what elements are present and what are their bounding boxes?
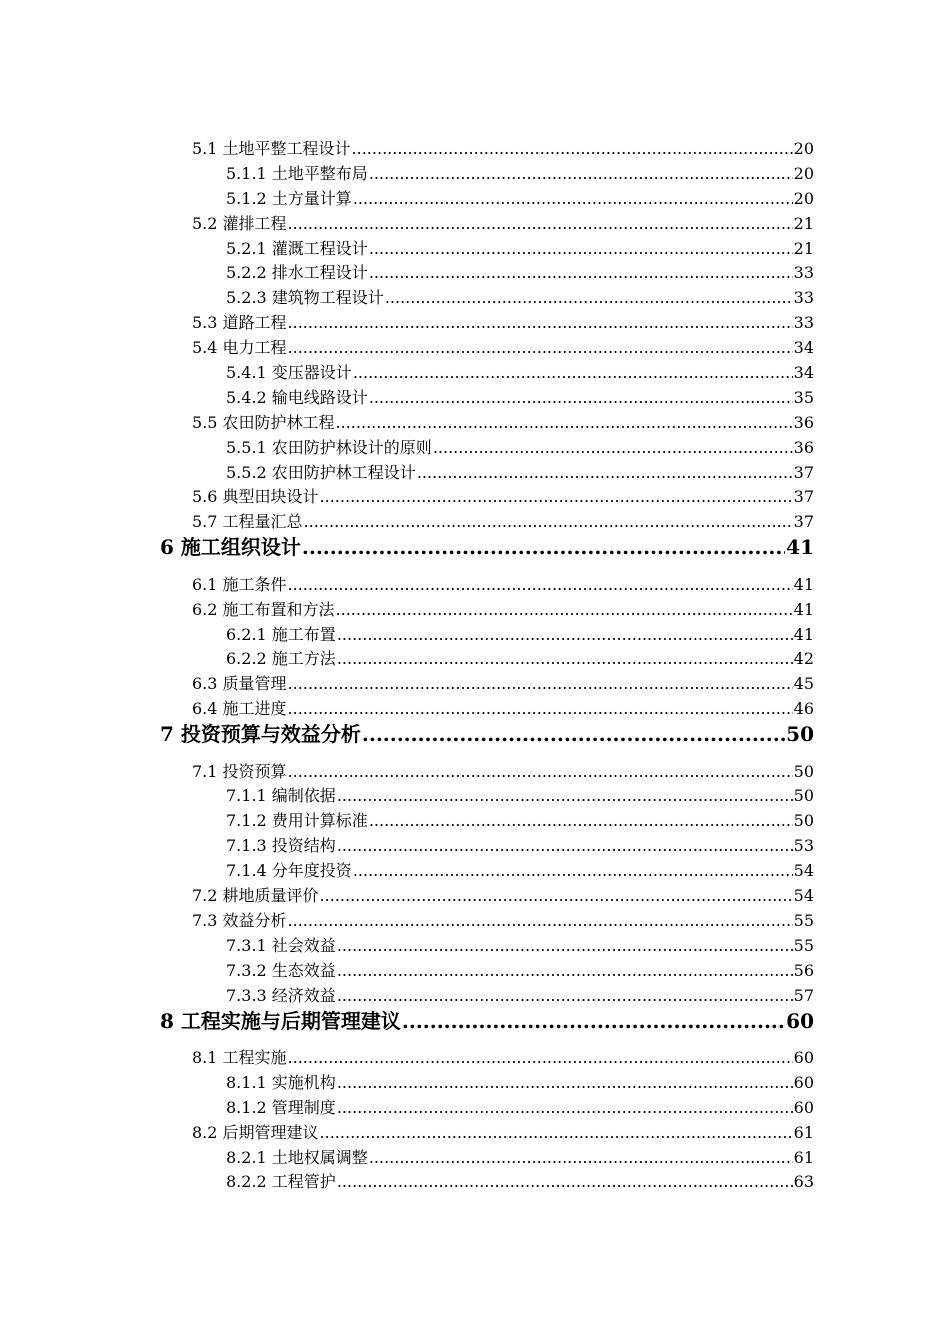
toc-dot-leader <box>369 162 793 187</box>
toc-entry-title: 6 施工组织设计 <box>160 535 301 560</box>
toc-dot-leader <box>369 261 793 286</box>
toc-dot-leader <box>288 697 793 722</box>
toc-page-number: 54 <box>793 861 814 881</box>
table-of-contents <box>0 137 950 1195</box>
toc-dot-leader <box>304 510 793 535</box>
toc-entry-title: 5.1.1 土地平整布局 <box>226 163 368 183</box>
toc-section-entry[interactable] <box>192 311 814 336</box>
toc-section-entry[interactable] <box>192 672 814 697</box>
toc-page-number: 20 <box>793 188 814 208</box>
toc-entry-title: 7.1.3 投资结构 <box>226 836 336 856</box>
toc-page-number: 37 <box>793 512 814 532</box>
toc-entry-title: 7.3.3 经济效益 <box>226 985 336 1005</box>
toc-dot-leader <box>369 1146 793 1171</box>
toc-page-number: 61 <box>793 1147 814 1167</box>
toc-section-entry[interactable] <box>192 1121 814 1146</box>
toc-entry-title: 7.1.4 分年度投资 <box>226 861 352 881</box>
toc-dot-leader <box>320 884 793 909</box>
toc-page-number: 20 <box>793 163 814 183</box>
toc-dot-leader <box>337 934 793 959</box>
toc-entry-title: 6.2 施工布置和方法 <box>192 599 335 619</box>
toc-entry-title: 7.2 耕地质量评价 <box>192 886 319 906</box>
toc-dot-leader <box>337 1071 793 1096</box>
toc-entry-title: 5.5.2 农田防护林工程设计 <box>226 462 416 482</box>
toc-page-number: 33 <box>793 288 814 308</box>
toc-page-number: 41 <box>786 535 814 560</box>
toc-dot-leader <box>302 535 785 559</box>
toc-page-number: 50 <box>786 722 814 747</box>
toc-subsection-entry[interactable] <box>226 386 814 411</box>
toc-page-number: 34 <box>793 363 814 383</box>
toc-entry-title: 5.3 道路工程 <box>192 313 287 333</box>
toc-entry-title: 8.1 工程实施 <box>192 1048 287 1067</box>
toc-subsection-entry[interactable] <box>226 261 814 286</box>
toc-page-number: 60 <box>786 1008 814 1033</box>
toc-subsection-entry[interactable] <box>226 934 814 959</box>
toc-page-number: 46 <box>793 699 814 719</box>
toc-dot-leader <box>336 598 793 623</box>
toc-chapter-entry[interactable] <box>160 535 814 573</box>
toc-dot-leader <box>337 984 793 1009</box>
toc-subsection-entry[interactable] <box>226 1071 814 1096</box>
toc-page-number: 41 <box>793 624 814 644</box>
toc-page-number: 61 <box>793 1122 814 1142</box>
toc-page-number: 50 <box>793 811 814 831</box>
toc-dot-leader <box>288 672 793 697</box>
toc-page-number: 50 <box>793 761 814 781</box>
toc-entry-title: 5.4.1 变压器设计 <box>226 363 352 383</box>
toc-dot-leader <box>337 647 793 672</box>
toc-entry-title: 8.2.1 土地权属调整 <box>226 1147 368 1167</box>
toc-section-entry[interactable] <box>192 1046 814 1071</box>
toc-dot-leader <box>385 286 793 311</box>
toc-entry-title: 8.2.2 工程管护 <box>226 1172 336 1192</box>
toc-dot-leader <box>337 1170 793 1195</box>
toc-page-number: 21 <box>793 213 814 233</box>
toc-section-entry[interactable] <box>192 697 814 722</box>
toc-dot-leader <box>288 573 793 598</box>
toc-page-number: 45 <box>793 674 814 694</box>
toc-page-number: 37 <box>793 487 814 507</box>
toc-section-entry[interactable] <box>192 411 814 436</box>
toc-entry-title: 7.3.2 生态效益 <box>226 960 336 980</box>
toc-section-entry[interactable] <box>192 212 814 237</box>
toc-entry-title: 5.5 农田防护林工程 <box>192 412 335 432</box>
toc-subsection-entry[interactable] <box>226 834 814 859</box>
toc-entry-title: 5.5.1 农田防护林设计的原则 <box>226 437 432 457</box>
toc-dot-leader <box>352 137 793 162</box>
toc-subsection-entry[interactable] <box>226 1170 814 1195</box>
toc-entry-title: 8.2 后期管理建议 <box>192 1122 319 1142</box>
toc-page-number: 33 <box>793 313 814 333</box>
toc-page-number: 56 <box>793 960 814 980</box>
toc-page-number: 54 <box>793 886 814 906</box>
toc-entry-title: 7.1.2 费用计算标准 <box>226 811 368 831</box>
toc-entry-title: 6.4 施工进度 <box>192 699 287 719</box>
toc-dot-leader <box>320 1121 793 1146</box>
toc-page-number: 34 <box>793 338 814 358</box>
toc-dot-leader <box>353 859 793 884</box>
toc-section-entry[interactable] <box>192 909 814 934</box>
toc-subsection-entry[interactable] <box>226 647 814 672</box>
toc-page-number: 42 <box>793 649 814 669</box>
toc-subsection-entry[interactable] <box>226 187 814 212</box>
toc-page-number: 35 <box>793 387 814 407</box>
toc-entry-title: 5.6 典型田块设计 <box>192 487 319 507</box>
toc-dot-leader <box>402 1009 785 1033</box>
toc-entry-title: 6.1 施工条件 <box>192 574 287 594</box>
toc-page-number: 50 <box>793 786 814 806</box>
toc-subsection-entry[interactable] <box>226 361 814 386</box>
toc-page-number: 63 <box>793 1172 814 1192</box>
toc-subsection-entry[interactable] <box>226 859 814 884</box>
toc-section-entry[interactable] <box>192 137 814 162</box>
toc-section-entry[interactable] <box>192 336 814 361</box>
toc-subsection-entry[interactable] <box>226 436 814 461</box>
toc-entry-title: 5.2.1 灌溉工程设计 <box>226 238 368 258</box>
toc-subsection-entry[interactable] <box>226 1146 814 1171</box>
toc-section-entry[interactable] <box>192 573 814 598</box>
toc-dot-leader <box>369 809 793 834</box>
toc-entry-title: 6.2.1 施工布置 <box>226 624 336 644</box>
toc-entry-title: 6.3 质量管理 <box>192 674 287 694</box>
toc-subsection-entry[interactable] <box>226 237 814 262</box>
toc-dot-leader <box>288 311 793 336</box>
toc-subsection-entry[interactable] <box>226 984 814 1009</box>
toc-page-number: 20 <box>793 139 814 158</box>
toc-entry-title: 5.1 土地平整工程设计 <box>192 139 351 158</box>
toc-entry-title: 8.1.1 实施机构 <box>226 1072 336 1092</box>
toc-subsection-entry[interactable] <box>226 1096 814 1121</box>
toc-dot-leader <box>288 336 793 361</box>
toc-page-number: 60 <box>793 1048 814 1067</box>
toc-dot-leader <box>288 909 793 934</box>
toc-entry-title: 7.3.1 社会效益 <box>226 935 336 955</box>
toc-page-number: 55 <box>793 935 814 955</box>
toc-subsection-entry[interactable] <box>226 959 814 984</box>
toc-entry-title: 7 投资预算与效益分析 <box>160 722 361 747</box>
toc-subsection-entry[interactable] <box>226 286 814 311</box>
toc-entry-title: 5.2.3 建筑物工程设计 <box>226 288 384 308</box>
toc-page-number: 60 <box>793 1097 814 1117</box>
toc-page-number: 41 <box>793 599 814 619</box>
toc-page-number: 57 <box>793 985 814 1005</box>
toc-chapter-entry[interactable] <box>160 722 814 760</box>
toc-dot-leader <box>337 959 793 984</box>
toc-page-number: 53 <box>793 836 814 856</box>
toc-entry-title: 5.4.2 输电线路设计 <box>226 387 368 407</box>
toc-entry-title: 5.7 工程量汇总 <box>192 512 303 532</box>
toc-subsection-entry[interactable] <box>226 784 814 809</box>
toc-dot-leader <box>353 361 793 386</box>
toc-dot-leader <box>288 212 793 237</box>
toc-entry-title: 7.1.1 编制依据 <box>226 786 336 806</box>
toc-page-number: 36 <box>793 437 814 457</box>
toc-dot-leader <box>369 386 793 411</box>
toc-dot-leader <box>353 187 793 212</box>
toc-page-number: 36 <box>793 412 814 432</box>
toc-page-number: 37 <box>793 462 814 482</box>
toc-entry-title: 5.2 灌排工程 <box>192 213 287 233</box>
toc-section-entry[interactable] <box>192 485 814 510</box>
toc-page-number: 55 <box>793 910 814 930</box>
toc-entry-title: 5.1.2 土方量计算 <box>226 188 352 208</box>
toc-section-entry[interactable] <box>192 884 814 909</box>
toc-chapter-entry[interactable] <box>160 1009 814 1047</box>
toc-dot-leader <box>288 1046 793 1071</box>
toc-section-entry[interactable] <box>192 760 814 785</box>
toc-dot-leader <box>337 784 793 809</box>
toc-entry-title: 6.2.2 施工方法 <box>226 649 336 669</box>
toc-entry-title: 7.1 投资预算 <box>192 761 287 781</box>
toc-subsection-entry[interactable] <box>226 623 814 648</box>
toc-dot-leader <box>337 1096 793 1121</box>
toc-page-number: 33 <box>793 263 814 283</box>
toc-dot-leader <box>320 485 793 510</box>
toc-page-number: 60 <box>793 1072 814 1092</box>
toc-dot-leader <box>337 623 793 648</box>
toc-section-entry[interactable] <box>192 510 814 535</box>
toc-dot-leader <box>433 436 793 461</box>
toc-subsection-entry[interactable] <box>226 461 814 486</box>
toc-entry-title: 8.1.2 管理制度 <box>226 1097 336 1117</box>
toc-dot-leader <box>288 760 793 785</box>
toc-entry-title: 5.2.2 排水工程设计 <box>226 263 368 283</box>
toc-page-number: 21 <box>793 238 814 258</box>
toc-section-entry[interactable] <box>192 598 814 623</box>
toc-dot-leader <box>362 722 785 746</box>
toc-page-number: 41 <box>793 574 814 594</box>
toc-entry-title: 7.3 效益分析 <box>192 910 287 930</box>
toc-entry-title: 8 工程实施与后期管理建议 <box>160 1008 401 1033</box>
toc-dot-leader <box>417 461 793 486</box>
toc-dot-leader <box>336 411 793 436</box>
toc-subsection-entry[interactable] <box>226 809 814 834</box>
toc-subsection-entry[interactable] <box>226 162 814 187</box>
toc-entry-title: 5.4 电力工程 <box>192 338 287 358</box>
toc-dot-leader <box>337 834 793 859</box>
toc-dot-leader <box>369 237 793 262</box>
